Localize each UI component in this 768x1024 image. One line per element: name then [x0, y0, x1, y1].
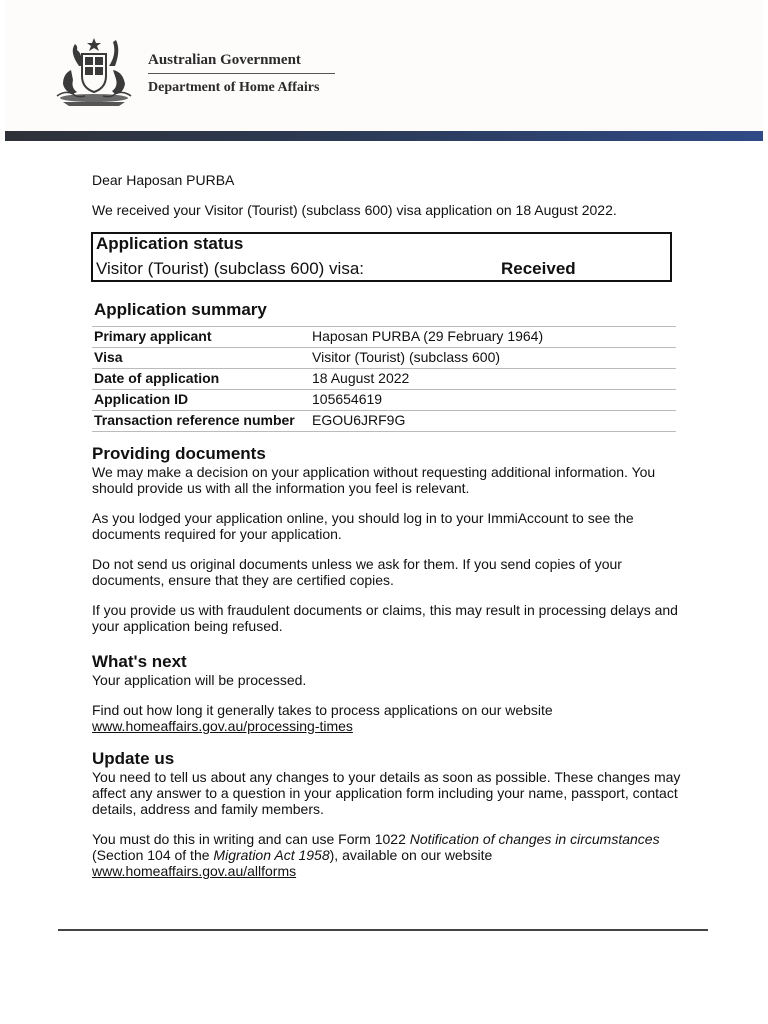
table-row	[92, 348, 676, 369]
row-key: Date of application	[94, 370, 220, 386]
row-value: EGOU6JRF9G	[312, 412, 406, 428]
coat-of-arms-icon	[49, 36, 139, 108]
received-statement: We received your Visitor (Tourist) (subclass 600) visa application on 18 August 2022.	[92, 202, 617, 218]
table-row	[92, 369, 676, 390]
paragraph: We may make a decision on your application without requesting additional information. You should provide us with all the information you feel is relevant.	[92, 464, 656, 496]
paragraph: Find out how long it generally takes to process applications on our website	[92, 702, 553, 718]
section-heading: Update us	[92, 749, 175, 768]
table-row	[92, 411, 676, 432]
government-name: Australian Government	[148, 52, 301, 68]
text-span: You must do this in writing and can use Form 1022	[92, 831, 410, 847]
text-span: ), available on our website	[329, 847, 493, 863]
greeting: Dear Haposan PURBA	[92, 172, 235, 188]
processing-times-link[interactable]: www.homeaffairs.gov.au/processing-times	[92, 718, 353, 734]
row-key: Application ID	[94, 391, 189, 407]
row-value: Visitor (Tourist) (subclass 600)	[312, 349, 501, 365]
letterhead	[5, 0, 763, 131]
department-name: Department of Home Affairs	[148, 80, 320, 95]
status-title: Application status	[96, 234, 244, 253]
row-value: 105654619	[312, 391, 383, 407]
summary-table	[92, 326, 676, 432]
status-visa-label: Visitor (Tourist) (subclass 600) visa:	[96, 259, 364, 278]
section-heading: What's next	[92, 652, 187, 671]
whats-next-section	[92, 653, 682, 734]
form-name: Notification of changes in circumstances	[409, 831, 660, 847]
providing-documents-section	[92, 445, 682, 648]
paragraph: As you lodged your application online, you should log in to your ImmiAccount to see the documents required for your application.	[92, 510, 634, 542]
paragraph: Your application will be processed.	[92, 672, 307, 688]
application-status-box	[91, 232, 672, 282]
paragraph: If you provide us with fraudulent documents or claims, this may result in processing delays and your application being refused.	[92, 602, 678, 634]
summary-title: Application summary	[94, 300, 267, 319]
status-value: Received	[501, 259, 576, 278]
act-name: Migration Act 1958	[213, 847, 330, 863]
paragraph: Do not send us original documents unless we ask for them. If you send copies of your documents, ensure that they are certified copies.	[92, 556, 622, 588]
section-heading: Providing documents	[92, 444, 266, 463]
row-key: Transaction reference number	[94, 412, 295, 428]
table-row	[92, 390, 676, 411]
update-us-section	[92, 750, 682, 893]
row-key: Primary applicant	[94, 328, 212, 344]
row-key: Visa	[94, 349, 123, 365]
header-divider	[148, 73, 335, 74]
footer-divider	[58, 929, 708, 931]
table-row	[92, 327, 676, 348]
form-paragraph	[92, 831, 682, 879]
text-span: (Section 104 of the	[92, 847, 214, 863]
row-value: 18 August 2022	[312, 370, 410, 386]
header-band	[5, 131, 763, 141]
allforms-link[interactable]: www.homeaffairs.gov.au/allforms	[92, 863, 297, 879]
paragraph: You need to tell us about any changes to your details as soon as possible. These changes may affect any answer to a question in your application form including your name, passport, contact details, address and family members.	[92, 769, 681, 817]
row-value: Haposan PURBA (29 February 1964)	[312, 328, 544, 344]
